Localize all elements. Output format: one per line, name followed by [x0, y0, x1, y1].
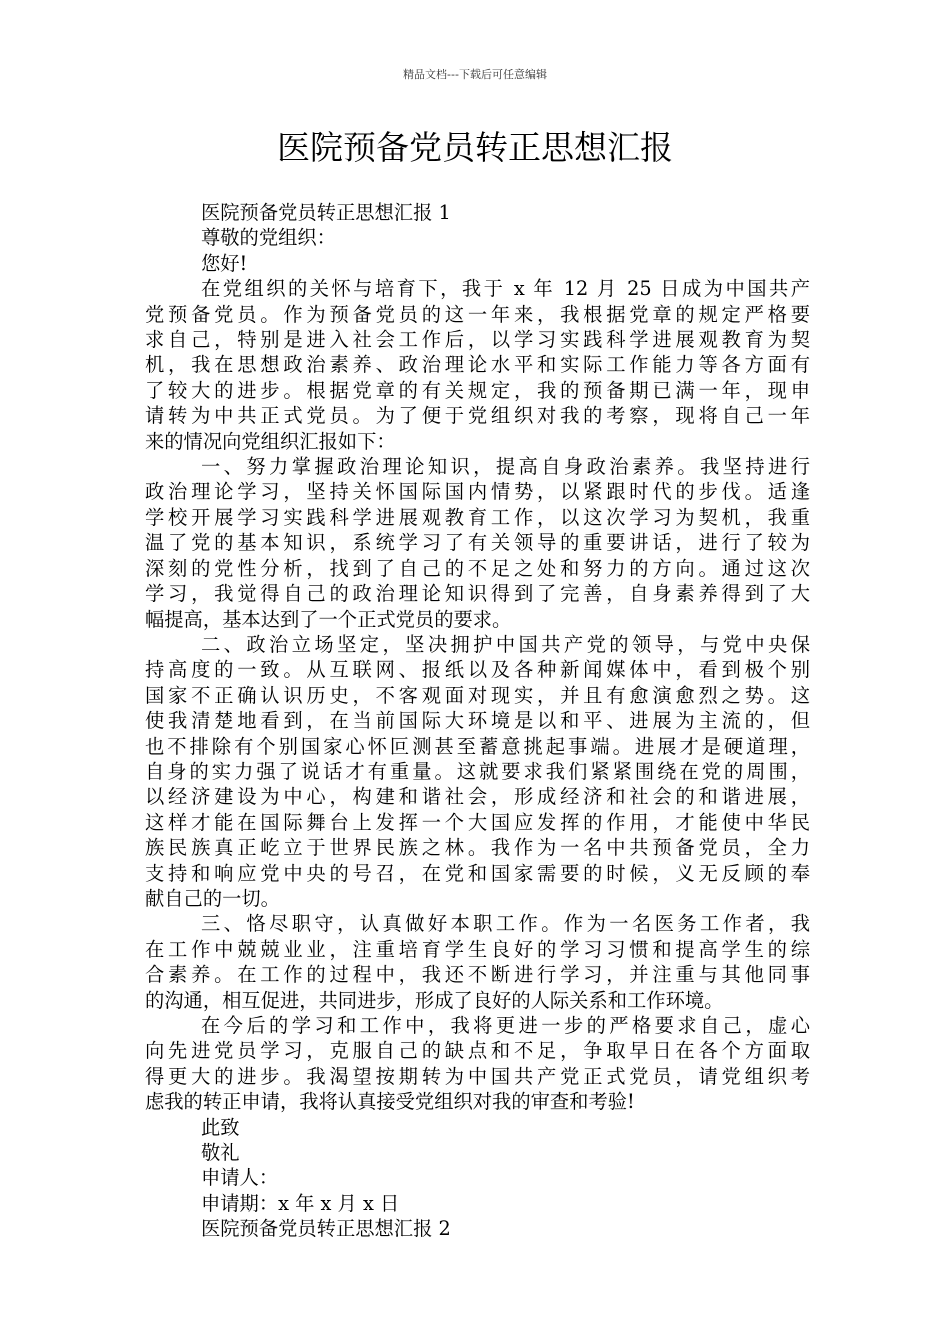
body-line: 深刻的党性分析，找到了自己的不足之处和努力的方向。通过这次 — [145, 556, 810, 580]
body-line: 也不排除有个别国家心怀叵测甚至蓄意挑起事端。进展才是硬道理， — [145, 734, 810, 758]
body-line: 医院预备党员转正思想汇报 2 — [201, 1217, 451, 1241]
body-line: 的沟通，相互促进，共同进步，形成了良好的人际关系和工作环境。 — [145, 988, 724, 1012]
document-title: 医院预备党员转正思想汇报 — [277, 128, 673, 167]
body-line: 您好! — [201, 251, 248, 275]
body-line: 自身的实力强了说话才有重量。这就要求我们紧紧围绕在党的周围， — [145, 759, 810, 783]
body-line: 在今后的学习和工作中，我将更进一步的严格要求自己，虚心 — [201, 1014, 810, 1037]
body-line: 此致 — [201, 1115, 240, 1139]
body-line: 学习，我觉得自己的政治理论知识得到了完善，自身素养得到了大 — [145, 582, 810, 606]
body-line: 了较大的进步。根据党章的有关规定，我的预备期已满一年，现申 — [145, 378, 810, 402]
body-line: 党预备党员。作为预备党员的这一年来，我根据党章的规定严格要 — [145, 302, 810, 326]
body-line: 国家不正确认识历史，不客观面对现实，并且有愈演愈烈之势。这 — [145, 683, 810, 707]
body-line: 请转为中共正式党员。为了便于党组织对我的考察，现将自己一年 — [145, 404, 810, 428]
body-line: 申请人： — [201, 1166, 279, 1190]
body-line: 尊敬的党组织： — [201, 226, 336, 250]
body-line: 学校开展学习实践科学进展观教育工作，以这次学习为契机，我重 — [145, 505, 810, 529]
body-line: 以经济建设为中心，构建和谐社会，形成经济和社会的和谐进展， — [145, 785, 810, 809]
body-line: 支持和响应党中央的号召，在党和国家需要的时候，义无反顾的奉 — [145, 861, 810, 885]
body-line: 在党组织的关怀与培育下，我于 x 年 12 月 25 日成为中国共产 — [201, 277, 810, 301]
body-line: 献自己的一切。 — [145, 886, 280, 910]
body-line: 这样才能在国际舞台上发挥一个大国应发挥的作用，才能使中华民 — [145, 810, 810, 834]
body-line: 温了党的基本知识，系统学习了有关领导的重要讲话，进行了较为 — [145, 531, 810, 555]
body-line: 求自己，特别是进入社会工作后，以学习实践科学进展观教育为契 — [145, 328, 810, 352]
body-line: 族民族真正屹立于世界民族之林。我作为一名中共预备党员，全力 — [145, 836, 810, 860]
body-line: 使我清楚地看到，在当前国际大环境是以和平、进展为主流的，但 — [145, 709, 810, 733]
body-line: 申请期：x 年 x 月 x 日 — [201, 1191, 400, 1215]
body-line: 虑我的转正申请，我将认真接受党组织对我的审查和考验! — [145, 1090, 635, 1114]
body-line: 敬礼 — [201, 1141, 240, 1165]
body-line: 政治理论学习，坚持关怀国际国内情势，以紧跟时代的步伐。适逢 — [145, 480, 810, 504]
body-line: 医院预备党员转正思想汇报 1 — [201, 201, 451, 224]
header-note: 精品文档---下载后可任意编辑 — [403, 68, 547, 81]
body-line: 二、政治立场坚定，坚决拥护中国共产党的领导，与党中央保 — [201, 632, 810, 656]
body-line: 一、努力掌握政治理论知识，提高自身政治素养。我坚持进行 — [201, 455, 810, 479]
body-line: 在工作中兢兢业业，注重培育学生良好的学习习惯和提高学生的综 — [145, 937, 810, 961]
body-line: 机，我在思想政治素养、政治理论水平和实际工作能力等各方面有 — [145, 353, 810, 377]
body-line: 持高度的一致。从互联网、报纸以及各种新闻媒体中，看到极个别 — [145, 658, 810, 682]
body-line: 幅提高，基本达到了一个正式党员的要求。 — [145, 607, 512, 631]
body-line: 得更大的进步。我渴望按期转为中国共产党正式党员，请党组织考 — [145, 1064, 810, 1088]
document-body — [145, 200, 810, 1242]
body-line: 向先进党员学习，克服自己的缺点和不足，争取早日在各个方面取 — [145, 1039, 810, 1063]
body-line: 来的情况向党组织汇报如下： — [145, 429, 396, 453]
body-line: 三、恪尽职守，认真做好本职工作。作为一名医务工作者，我 — [201, 912, 810, 936]
body-line: 合素养。在工作的过程中，我还不断进行学习，并注重与其他同事 — [145, 963, 810, 987]
